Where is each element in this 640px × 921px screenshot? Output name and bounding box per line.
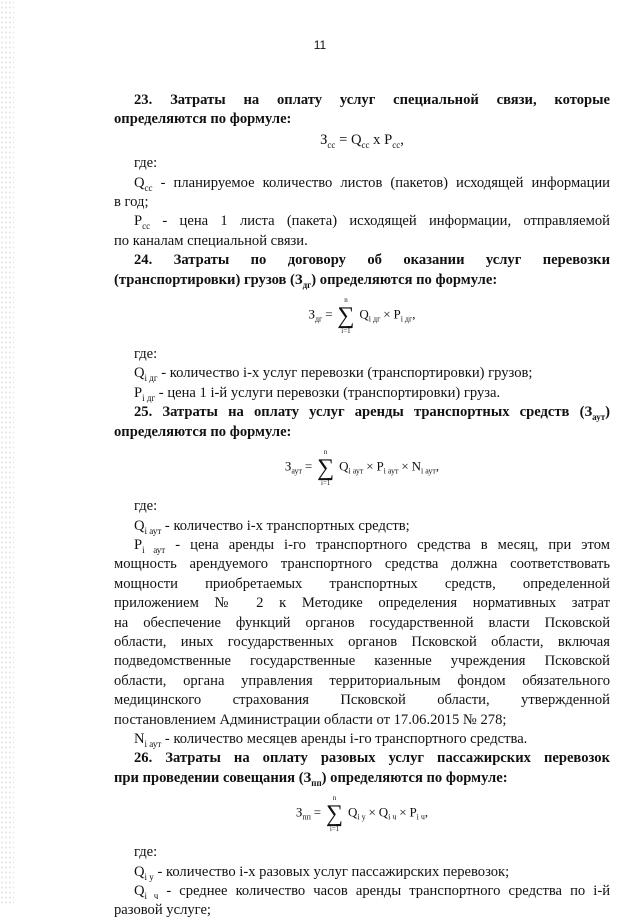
definition-p-25: $P_{i аут}$ - цена аренды i-го транспортного средства в месяц, при этом (134, 536, 610, 555)
definition-q-25: $Q_{i аут}$ - количество i-х транспортных средств; (134, 517, 410, 536)
formula-23: $З_{сс} = Q_{сс}$ х $P_{сс}$, (320, 131, 404, 150)
page-number: 11 (313, 38, 327, 52)
sum-icon: n ∑ i=1 (317, 448, 335, 488)
definition-qch-26: $Q_{i ч}$ - среднее количество часов аренды транспортного средства по i-й (134, 883, 610, 901)
formula-25: $З_{аут}$ = n ∑ i=1 $Q_{i аут} \times P_{i аут} \times N_{i аут}$, (284, 448, 440, 488)
definition-n-25: $N_{i аут}$ - количество месяцев аренды i-го транспортного средства. (134, 730, 528, 749)
where-label-23: где: (134, 155, 158, 172)
definition-p-23-cont: по каналам специальной связи. (114, 232, 308, 249)
definition-p-25-line: мощность арендуемого транспортного средства должна соответствовать (114, 556, 610, 573)
section-23-heading-line1: 23. Затраты на оплату услуг специальной связи, которые (134, 92, 610, 108)
definition-p-25-line: подведомственные государственные казенные учреждения Псковской (114, 653, 610, 670)
definition-p-25-line: мощности приобретаемых транспортных средств, определенной (114, 575, 610, 592)
section-25-heading-line1: 25. Затраты на оплату услуг аренды транспортных средств $(З_{аут})$ (134, 404, 610, 423)
definition-p-25-line: области, органа управления территориальным фондом обязательного (114, 672, 610, 689)
definition-qy-26: $Q_{i у}$ - количество i-х разовых услуг пассажирских перевозок; (134, 863, 510, 882)
definition-p-25-line: медицинского страхования Псковской области, утвержденной (114, 692, 610, 709)
section-23-heading-line2: определяются по формуле: (114, 111, 292, 128)
section-25 (114, 403, 610, 749)
definition-p-25-line: постановлением Администрации области от 17.06.2015 № 278; (114, 711, 507, 728)
scan-edge-noise (0, 0, 14, 905)
formula-26: $З_{пп}$ = n ∑ i=1 $Q_{i у} \times Q_{i ч} \times P_{i ч}$, (295, 794, 429, 834)
sum-icon: n ∑ i=1 (326, 794, 344, 834)
definition-p-25-line: приложением № 2 к Методике определения нормативных затрат (114, 595, 610, 612)
definition-p-23: $P_{сс}$ - цена 1 листа (пакета) исходящей информации, отправляемой (134, 213, 610, 232)
where-label-26: где: (134, 844, 158, 861)
section-24-heading-line1: 24. Затраты по договору об оказании услуг перевозки (134, 252, 610, 269)
definition-p-25-line: области, иных государственных органов Псковской области, включая (114, 633, 610, 650)
definition-q-23: $Q_{сс}$ - планируемое количество листов (пакетов) исходящей информации (134, 174, 610, 193)
definition-p-24: $P_{i дг}$ - цена 1 i-й услуги перевозки (транспортировки) груза. (134, 384, 501, 403)
where-label-24: где: (134, 346, 158, 363)
section-24-heading-line2: (транспортировки) грузов $(З_{дг})$ определяются по формуле: (114, 271, 498, 290)
section-25-heading-line2: определяются по формуле: (114, 423, 292, 440)
where-label-25: где: (134, 498, 158, 515)
definition-q-23-cont: в год; (114, 194, 149, 211)
document-body (114, 91, 610, 921)
section-26-heading-line1: 26. Затраты на оплату разовых услуг пассажирских перевозок (134, 750, 610, 767)
sum-icon: n ∑ i=1 (337, 296, 355, 336)
section-23 (114, 91, 610, 251)
section-26-heading-line2: при проведении совещания $(З_{пп})$ определяются по формуле: (114, 769, 508, 788)
definition-qch-26-cont: разовой услуге; (114, 902, 211, 919)
formula-24: $З_{дг}$ = n ∑ i=1 $Q_{i дг} \times P_{i дг}$, (308, 296, 416, 336)
definition-q-24: $Q_{i дг}$ - количество i-х услуг перевозки (транспортировки) грузов; (134, 365, 533, 384)
section-26 (114, 749, 610, 920)
section-24 (114, 251, 610, 403)
definition-p-25-line: на обеспечение функций органов государственной власти Псковской (114, 614, 610, 631)
